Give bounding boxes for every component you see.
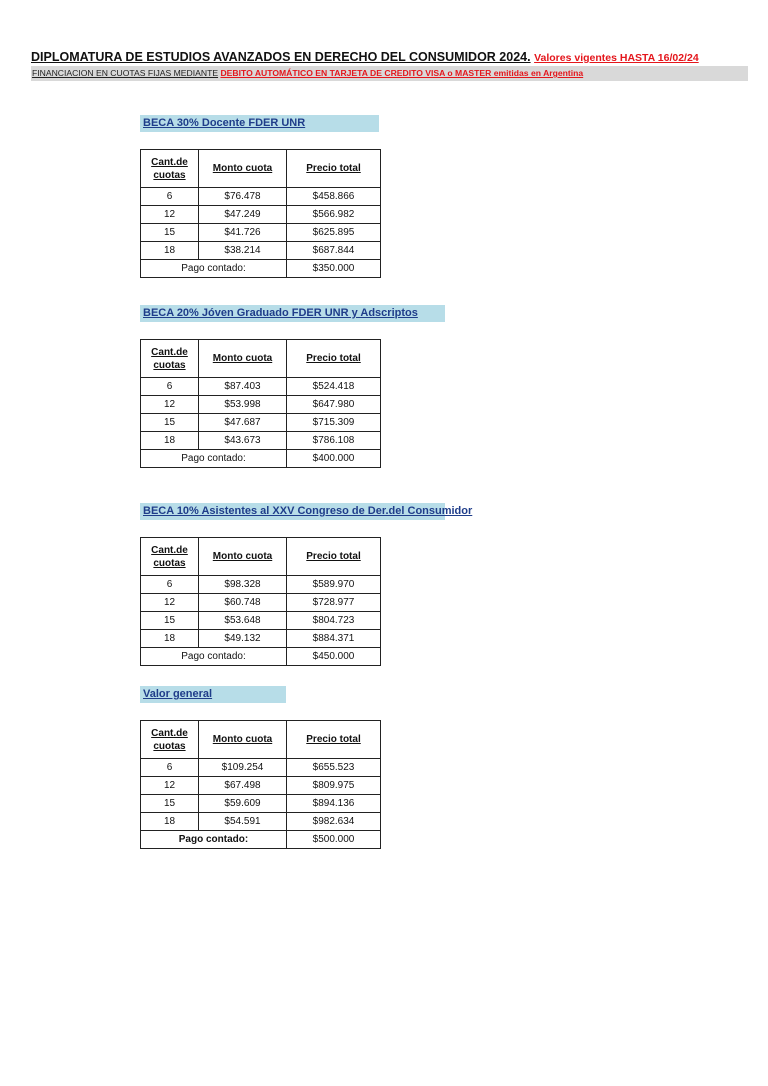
- cell-precio: $715.309: [287, 414, 381, 432]
- col-precio-label: Precio total: [306, 734, 361, 745]
- section-heading: [140, 115, 379, 132]
- col-monto-label: Monto cuota: [212, 163, 273, 174]
- section-beca-20: [140, 305, 445, 468]
- col-cuotas-line2: cuotas: [153, 557, 186, 569]
- table-row: [141, 432, 381, 450]
- table-row: [141, 576, 381, 594]
- table-row: [141, 630, 381, 648]
- contado-row: [141, 450, 381, 468]
- table-row: [141, 594, 381, 612]
- table-row: [141, 777, 381, 795]
- contado-row: [141, 648, 381, 666]
- contado-value: $400.000: [287, 450, 381, 468]
- table-row: [141, 188, 381, 206]
- contado-value: $500.000: [287, 831, 381, 849]
- cell-precio: $982.634: [287, 813, 381, 831]
- cell-monto: $53.648: [199, 612, 287, 630]
- cell-monto: $109.254: [199, 759, 287, 777]
- table-row: [141, 813, 381, 831]
- cell-precio: $687.844: [287, 242, 381, 260]
- cell-monto: $76.478: [199, 188, 287, 206]
- cell-cuotas: 15: [141, 224, 199, 242]
- cell-precio: $566.982: [287, 206, 381, 224]
- section-beca-10: [140, 503, 473, 666]
- cell-monto: $60.748: [199, 594, 287, 612]
- table-row: [141, 396, 381, 414]
- section-title: BECA 10% Asistentes al XXV Congreso de Der.del Consumidor: [143, 505, 473, 517]
- col-precio-label: Precio total: [306, 551, 361, 562]
- col-precio-header: [287, 150, 381, 188]
- cell-cuotas: 6: [141, 576, 199, 594]
- price-table: [140, 149, 381, 278]
- section-heading: [140, 686, 286, 703]
- col-cuotas-header: [141, 721, 199, 759]
- table-row: [141, 795, 381, 813]
- cell-cuotas: 15: [141, 795, 199, 813]
- price-table: [140, 537, 381, 666]
- contado-row: [141, 831, 381, 849]
- col-monto-header: [199, 538, 287, 576]
- cell-monto: $67.498: [199, 777, 287, 795]
- cell-precio: $728.977: [287, 594, 381, 612]
- table-row: [141, 414, 381, 432]
- col-precio-label: Precio total: [306, 163, 361, 174]
- cell-precio: $809.975: [287, 777, 381, 795]
- col-monto-header: [199, 340, 287, 378]
- cell-cuotas: 12: [141, 594, 199, 612]
- col-cuotas-line1: Cant.de: [151, 544, 188, 556]
- col-cuotas-line1: Cant.de: [151, 156, 188, 168]
- col-monto-label: Monto cuota: [212, 551, 273, 562]
- cell-monto: $59.609: [199, 795, 287, 813]
- col-monto-header: [199, 150, 287, 188]
- table-row: [141, 612, 381, 630]
- table-header-row: [141, 721, 381, 759]
- cell-monto: $87.403: [199, 378, 287, 396]
- cell-monto: $49.132: [199, 630, 287, 648]
- contado-label: Pago contado:: [141, 260, 287, 278]
- cell-precio: $655.523: [287, 759, 381, 777]
- table-row: [141, 206, 381, 224]
- cell-precio: $884.371: [287, 630, 381, 648]
- col-cuotas-line2: cuotas: [153, 740, 186, 752]
- col-cuotas-header: [141, 340, 199, 378]
- cell-cuotas: 12: [141, 206, 199, 224]
- cell-cuotas: 15: [141, 612, 199, 630]
- contado-label: Pago contado:: [141, 450, 287, 468]
- contado-value: $350.000: [287, 260, 381, 278]
- cell-precio: $458.866: [287, 188, 381, 206]
- col-cuotas-line2: cuotas: [153, 359, 186, 371]
- col-cuotas-line1: Cant.de: [151, 346, 188, 358]
- price-table: [140, 339, 381, 468]
- cell-cuotas: 18: [141, 630, 199, 648]
- section-title: BECA 30% Docente FDER UNR: [143, 117, 306, 129]
- table-header-row: [141, 538, 381, 576]
- contado-value: $450.000: [287, 648, 381, 666]
- col-monto-header: [199, 721, 287, 759]
- cell-monto: $38.214: [199, 242, 287, 260]
- col-precio-header: [287, 340, 381, 378]
- col-precio-header: [287, 538, 381, 576]
- document-header: [31, 50, 748, 81]
- section-heading: [140, 503, 473, 520]
- cell-monto: $98.328: [199, 576, 287, 594]
- cell-cuotas: 18: [141, 432, 199, 450]
- section-title: BECA 20% Jóven Graduado FDER UNR y Adscriptos: [143, 307, 418, 319]
- contado-row: [141, 260, 381, 278]
- cell-monto: $43.673: [199, 432, 287, 450]
- cell-precio: $804.723: [287, 612, 381, 630]
- col-monto-label: Monto cuota: [212, 734, 273, 745]
- cell-monto: $53.998: [199, 396, 287, 414]
- col-precio-label: Precio total: [306, 353, 361, 364]
- cell-cuotas: 6: [141, 759, 199, 777]
- cell-monto: $54.591: [199, 813, 287, 831]
- financing-method: DEBITO AUTOMÁTICO EN TARJETA DE CREDITO VISA o MASTER emitidas en Argentina: [220, 68, 584, 78]
- table-header-row: [141, 150, 381, 188]
- cell-monto: $47.249: [199, 206, 287, 224]
- cell-cuotas: 12: [141, 396, 199, 414]
- section-valor-general: [140, 686, 381, 849]
- cell-cuotas: 18: [141, 242, 199, 260]
- cell-precio: $647.980: [287, 396, 381, 414]
- cell-precio: $524.418: [287, 378, 381, 396]
- financing-prefix: FINANCIACION EN CUOTAS FIJAS MEDIANTE: [32, 68, 219, 78]
- cell-monto: $47.687: [199, 414, 287, 432]
- financing-line: [31, 66, 748, 81]
- cell-precio: $894.136: [287, 795, 381, 813]
- section-title: Valor general: [143, 688, 213, 700]
- contado-label: Pago contado:: [141, 831, 287, 849]
- cell-cuotas: 18: [141, 813, 199, 831]
- contado-label: Pago contado:: [141, 648, 287, 666]
- price-table: [140, 720, 381, 849]
- table-row: [141, 224, 381, 242]
- cell-cuotas: 12: [141, 777, 199, 795]
- cell-precio: $625.895: [287, 224, 381, 242]
- col-cuotas-line2: cuotas: [153, 169, 186, 181]
- cell-cuotas: 15: [141, 414, 199, 432]
- title-line: [31, 50, 748, 64]
- section-beca-30: [140, 115, 381, 278]
- document-title: DIPLOMATURA DE ESTUDIOS AVANZADOS EN DERECHO DEL CONSUMIDOR 2024.: [31, 50, 531, 64]
- cell-precio: $786.108: [287, 432, 381, 450]
- validity-note: Valores vigentes HASTA 16/02/24: [534, 52, 699, 64]
- cell-cuotas: 6: [141, 188, 199, 206]
- col-precio-header: [287, 721, 381, 759]
- col-cuotas-header: [141, 150, 199, 188]
- table-row: [141, 378, 381, 396]
- col-cuotas-line1: Cant.de: [151, 727, 188, 739]
- cell-cuotas: 6: [141, 378, 199, 396]
- cell-monto: $41.726: [199, 224, 287, 242]
- table-row: [141, 759, 381, 777]
- cell-precio: $589.970: [287, 576, 381, 594]
- col-monto-label: Monto cuota: [212, 353, 273, 364]
- table-row: [141, 242, 381, 260]
- section-heading: [140, 305, 445, 322]
- col-cuotas-header: [141, 538, 199, 576]
- table-header-row: [141, 340, 381, 378]
